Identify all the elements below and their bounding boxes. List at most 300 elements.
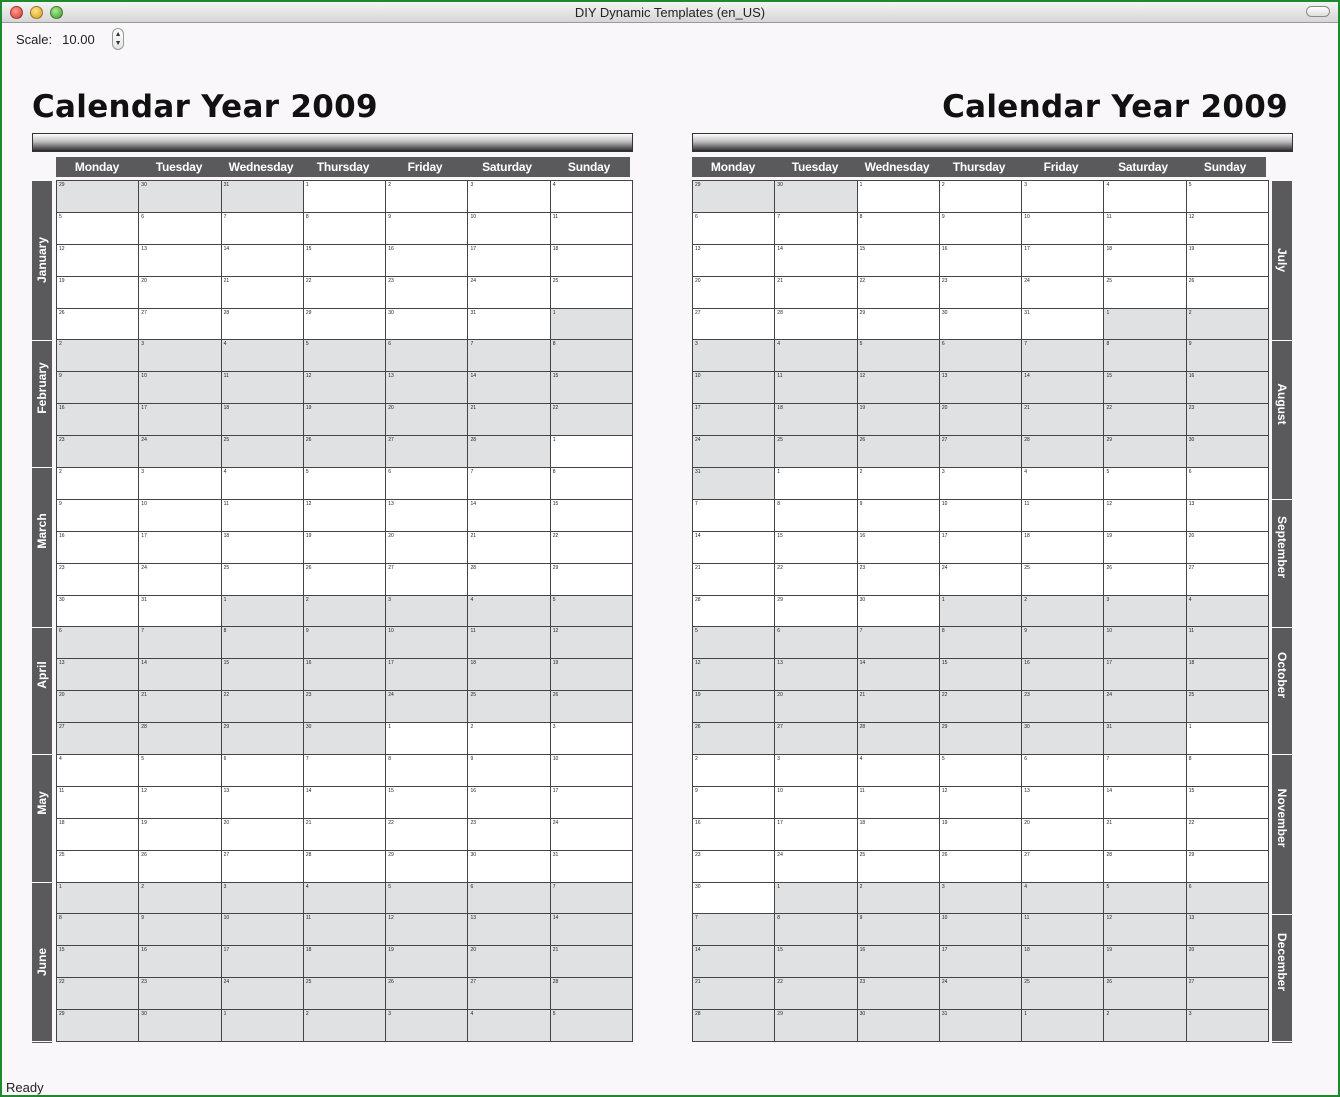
day-cell[interactable]: 4 — [468, 596, 550, 628]
day-cell[interactable]: 28 — [1022, 436, 1104, 468]
day-cell[interactable]: 30 — [1022, 723, 1104, 755]
day-cell[interactable]: 18 — [468, 659, 550, 691]
day-cell[interactable]: 2 — [1104, 1010, 1186, 1042]
day-cell[interactable]: 22 — [775, 564, 857, 596]
day-cell[interactable]: 29 — [775, 596, 857, 628]
day-cell[interactable]: 27 — [1187, 564, 1269, 596]
day-cell[interactable]: 5 — [1104, 468, 1186, 500]
day-cell[interactable]: 8 — [858, 213, 940, 245]
day-cell[interactable]: 11 — [222, 500, 304, 532]
day-cell[interactable]: 28 — [222, 309, 304, 341]
day-cell[interactable]: 1 — [1104, 309, 1186, 341]
day-cell[interactable]: 23 — [1022, 691, 1104, 723]
day-cell[interactable]: 18 — [858, 819, 940, 851]
day-cell[interactable]: 29 — [1104, 436, 1186, 468]
day-cell[interactable]: 3 — [693, 340, 775, 372]
day-cell[interactable]: 24 — [1022, 277, 1104, 309]
day-cell[interactable]: 4 — [222, 340, 304, 372]
day-cell[interactable]: 14 — [468, 372, 550, 404]
day-cell[interactable]: 11 — [1022, 500, 1104, 532]
day-cell[interactable]: 9 — [1022, 627, 1104, 659]
day-cell[interactable]: 23 — [57, 564, 139, 596]
day-cell[interactable]: 3 — [1187, 1010, 1269, 1042]
day-cell[interactable]: 3 — [139, 340, 221, 372]
day-cell[interactable]: 18 — [1022, 946, 1104, 978]
day-cell[interactable]: 16 — [468, 787, 550, 819]
day-cell[interactable]: 8 — [386, 755, 468, 787]
day-cell[interactable]: 9 — [693, 787, 775, 819]
day-cell[interactable]: 20 — [1187, 532, 1269, 564]
day-cell[interactable]: 14 — [775, 245, 857, 277]
day-cell[interactable]: 9 — [858, 500, 940, 532]
day-cell[interactable]: 2 — [304, 1010, 386, 1042]
day-cell[interactable]: 9 — [386, 213, 468, 245]
day-cell[interactable]: 15 — [551, 372, 633, 404]
day-cell[interactable]: 2 — [858, 468, 940, 500]
day-cell[interactable]: 26 — [386, 978, 468, 1010]
day-cell[interactable]: 6 — [940, 340, 1022, 372]
day-cell[interactable]: 2 — [468, 723, 550, 755]
day-cell[interactable]: 28 — [139, 723, 221, 755]
day-cell[interactable]: 16 — [940, 245, 1022, 277]
day-cell[interactable]: 10 — [1022, 213, 1104, 245]
stepper-up-icon[interactable]: ▲ — [114, 31, 122, 38]
day-cell[interactable]: 29 — [551, 564, 633, 596]
day-cell[interactable]: 2 — [693, 755, 775, 787]
day-cell[interactable]: 3 — [940, 883, 1022, 915]
day-cell[interactable]: 23 — [858, 978, 940, 1010]
day-cell[interactable]: 3 — [551, 723, 633, 755]
day-cell[interactable]: 1 — [551, 436, 633, 468]
day-cell[interactable]: 30 — [693, 883, 775, 915]
day-cell[interactable]: 26 — [1104, 978, 1186, 1010]
day-cell[interactable]: 18 — [222, 532, 304, 564]
day-cell[interactable]: 20 — [1187, 946, 1269, 978]
day-cell[interactable]: 9 — [468, 755, 550, 787]
day-cell[interactable]: 4 — [775, 340, 857, 372]
day-cell[interactable]: 14 — [858, 659, 940, 691]
day-cell[interactable]: 3 — [1104, 596, 1186, 628]
scale-input[interactable]: 10.00 — [62, 31, 95, 47]
day-cell[interactable]: 5 — [940, 755, 1022, 787]
day-cell[interactable]: 2 — [858, 883, 940, 915]
day-cell[interactable]: 15 — [940, 659, 1022, 691]
day-cell[interactable]: 20 — [139, 277, 221, 309]
day-cell[interactable]: 11 — [858, 787, 940, 819]
day-cell[interactable]: 10 — [468, 213, 550, 245]
day-cell[interactable]: 6 — [1022, 755, 1104, 787]
day-cell[interactable]: 18 — [551, 245, 633, 277]
day-cell[interactable]: 4 — [551, 181, 633, 213]
day-cell[interactable]: 14 — [468, 500, 550, 532]
day-cell[interactable]: 25 — [775, 436, 857, 468]
day-cell[interactable]: 1 — [304, 181, 386, 213]
day-cell[interactable]: 14 — [139, 659, 221, 691]
day-cell[interactable]: 30 — [858, 1010, 940, 1042]
day-cell[interactable]: 25 — [468, 691, 550, 723]
day-cell[interactable]: 28 — [468, 436, 550, 468]
day-cell[interactable]: 21 — [139, 691, 221, 723]
day-cell[interactable]: 11 — [57, 787, 139, 819]
day-cell[interactable]: 19 — [1104, 532, 1186, 564]
day-cell[interactable]: 17 — [940, 532, 1022, 564]
day-cell[interactable]: 27 — [57, 723, 139, 755]
day-cell[interactable]: 21 — [693, 978, 775, 1010]
day-cell[interactable]: 1 — [57, 883, 139, 915]
day-cell[interactable]: 4 — [222, 468, 304, 500]
day-cell[interactable]: 14 — [1022, 372, 1104, 404]
day-cell[interactable]: 30 — [1187, 436, 1269, 468]
day-cell[interactable]: 22 — [1187, 819, 1269, 851]
day-cell[interactable]: 5 — [304, 340, 386, 372]
day-cell[interactable]: 7 — [693, 914, 775, 946]
day-cell[interactable]: 23 — [57, 436, 139, 468]
day-cell[interactable]: 13 — [1022, 787, 1104, 819]
day-cell[interactable]: 29 — [940, 723, 1022, 755]
day-cell[interactable]: 27 — [139, 309, 221, 341]
day-cell[interactable]: 19 — [1104, 946, 1186, 978]
day-cell[interactable]: 10 — [139, 372, 221, 404]
day-cell[interactable]: 24 — [551, 819, 633, 851]
day-cell[interactable]: 10 — [775, 787, 857, 819]
day-cell[interactable]: 30 — [139, 181, 221, 213]
day-cell[interactable]: 23 — [940, 277, 1022, 309]
day-cell[interactable]: 25 — [222, 564, 304, 596]
day-cell[interactable]: 11 — [468, 627, 550, 659]
day-cell[interactable]: 27 — [775, 723, 857, 755]
day-cell[interactable]: 21 — [693, 564, 775, 596]
day-cell[interactable]: 28 — [1104, 851, 1186, 883]
day-cell[interactable]: 15 — [304, 245, 386, 277]
day-cell[interactable]: 29 — [386, 851, 468, 883]
day-cell[interactable]: 16 — [1187, 372, 1269, 404]
day-cell[interactable]: 10 — [551, 755, 633, 787]
day-cell[interactable]: 20 — [386, 532, 468, 564]
day-cell[interactable]: 24 — [468, 277, 550, 309]
day-cell[interactable]: 3 — [139, 468, 221, 500]
day-cell[interactable]: 11 — [1104, 213, 1186, 245]
day-cell[interactable]: 1 — [775, 468, 857, 500]
day-cell[interactable]: 31 — [468, 309, 550, 341]
day-cell[interactable]: 12 — [940, 787, 1022, 819]
day-cell[interactable]: 1 — [551, 309, 633, 341]
day-cell[interactable]: 29 — [222, 723, 304, 755]
day-cell[interactable]: 13 — [468, 914, 550, 946]
day-cell[interactable]: 17 — [1022, 245, 1104, 277]
day-cell[interactable]: 23 — [468, 819, 550, 851]
day-cell[interactable]: 9 — [139, 914, 221, 946]
day-cell[interactable]: 27 — [693, 309, 775, 341]
day-cell[interactable]: 23 — [304, 691, 386, 723]
day-cell[interactable]: 26 — [858, 436, 940, 468]
day-cell[interactable]: 16 — [858, 946, 940, 978]
day-cell[interactable]: 1 — [222, 1010, 304, 1042]
day-cell[interactable]: 26 — [693, 723, 775, 755]
day-cell[interactable]: 12 — [551, 627, 633, 659]
day-cell[interactable]: 30 — [57, 596, 139, 628]
day-cell[interactable]: 21 — [775, 277, 857, 309]
day-cell[interactable]: 8 — [940, 627, 1022, 659]
day-cell[interactable]: 15 — [222, 659, 304, 691]
day-cell[interactable]: 17 — [775, 819, 857, 851]
day-cell[interactable]: 31 — [222, 181, 304, 213]
day-cell[interactable]: 27 — [468, 978, 550, 1010]
day-cell[interactable]: 27 — [222, 851, 304, 883]
day-cell[interactable]: 22 — [551, 532, 633, 564]
day-cell[interactable]: 30 — [940, 309, 1022, 341]
day-cell[interactable]: 19 — [304, 404, 386, 436]
day-cell[interactable]: 8 — [775, 914, 857, 946]
day-cell[interactable]: 9 — [1187, 340, 1269, 372]
day-cell[interactable]: 29 — [858, 309, 940, 341]
day-cell[interactable]: 3 — [386, 1010, 468, 1042]
day-cell[interactable]: 6 — [1187, 883, 1269, 915]
day-cell[interactable]: 17 — [139, 404, 221, 436]
day-cell[interactable]: 12 — [1104, 500, 1186, 532]
day-cell[interactable]: 5 — [551, 1010, 633, 1042]
day-cell[interactable]: 4 — [57, 755, 139, 787]
day-cell[interactable]: 6 — [57, 627, 139, 659]
day-cell[interactable]: 5 — [1187, 181, 1269, 213]
day-cell[interactable]: 21 — [858, 691, 940, 723]
day-cell[interactable]: 2 — [304, 596, 386, 628]
day-cell[interactable]: 14 — [693, 946, 775, 978]
day-cell[interactable]: 25 — [222, 436, 304, 468]
day-cell[interactable]: 30 — [304, 723, 386, 755]
day-cell[interactable]: 26 — [940, 851, 1022, 883]
day-cell[interactable]: 11 — [304, 914, 386, 946]
day-cell[interactable]: 9 — [940, 213, 1022, 245]
day-cell[interactable]: 22 — [551, 404, 633, 436]
day-cell[interactable]: 18 — [1104, 245, 1186, 277]
day-cell[interactable]: 2 — [1187, 309, 1269, 341]
day-cell[interactable]: 16 — [858, 532, 940, 564]
day-cell[interactable]: 18 — [775, 404, 857, 436]
day-cell[interactable]: 10 — [693, 372, 775, 404]
day-cell[interactable]: 22 — [858, 277, 940, 309]
day-cell[interactable]: 10 — [940, 500, 1022, 532]
day-cell[interactable]: 12 — [139, 787, 221, 819]
day-cell[interactable]: 25 — [1187, 691, 1269, 723]
day-cell[interactable]: 25 — [1104, 277, 1186, 309]
day-cell[interactable]: 15 — [57, 946, 139, 978]
day-cell[interactable]: 20 — [940, 404, 1022, 436]
day-cell[interactable]: 3 — [1022, 181, 1104, 213]
day-cell[interactable]: 15 — [775, 532, 857, 564]
day-cell[interactable]: 16 — [386, 245, 468, 277]
day-cell[interactable]: 4 — [1187, 596, 1269, 628]
day-cell[interactable]: 8 — [775, 500, 857, 532]
day-cell[interactable]: 19 — [139, 819, 221, 851]
day-cell[interactable]: 24 — [139, 564, 221, 596]
day-cell[interactable]: 24 — [139, 436, 221, 468]
day-cell[interactable]: 20 — [1022, 819, 1104, 851]
day-cell[interactable]: 7 — [222, 213, 304, 245]
day-cell[interactable]: 25 — [1022, 564, 1104, 596]
day-cell[interactable]: 13 — [57, 659, 139, 691]
day-cell[interactable]: 6 — [468, 883, 550, 915]
day-cell[interactable]: 26 — [57, 309, 139, 341]
day-cell[interactable]: 5 — [551, 596, 633, 628]
day-cell[interactable]: 29 — [1187, 851, 1269, 883]
day-cell[interactable]: 19 — [551, 659, 633, 691]
day-cell[interactable]: 8 — [57, 914, 139, 946]
day-cell[interactable]: 27 — [1022, 851, 1104, 883]
day-cell[interactable]: 28 — [693, 1010, 775, 1042]
day-cell[interactable]: 8 — [551, 468, 633, 500]
day-cell[interactable]: 19 — [693, 691, 775, 723]
day-cell[interactable]: 3 — [775, 755, 857, 787]
day-cell[interactable]: 24 — [1104, 691, 1186, 723]
day-cell[interactable]: 16 — [57, 404, 139, 436]
day-cell[interactable]: 14 — [551, 914, 633, 946]
day-cell[interactable]: 13 — [386, 500, 468, 532]
day-cell[interactable]: 27 — [386, 564, 468, 596]
day-cell[interactable]: 19 — [57, 277, 139, 309]
day-cell[interactable]: 21 — [1022, 404, 1104, 436]
day-cell[interactable]: 20 — [775, 691, 857, 723]
day-cell[interactable]: 24 — [775, 851, 857, 883]
day-cell[interactable]: 24 — [222, 978, 304, 1010]
toolbar-toggle-button[interactable] — [1306, 6, 1330, 17]
day-cell[interactable]: 22 — [222, 691, 304, 723]
day-cell[interactable]: 12 — [57, 245, 139, 277]
day-cell[interactable]: 3 — [940, 468, 1022, 500]
day-cell[interactable]: 31 — [139, 596, 221, 628]
day-cell[interactable]: 21 — [1104, 819, 1186, 851]
day-cell[interactable]: 5 — [386, 883, 468, 915]
day-cell[interactable]: 29 — [775, 1010, 857, 1042]
day-cell[interactable]: 15 — [858, 245, 940, 277]
day-cell[interactable]: 12 — [1104, 914, 1186, 946]
day-cell[interactable]: 16 — [1022, 659, 1104, 691]
scale-stepper[interactable] — [112, 28, 124, 50]
day-cell[interactable]: 21 — [468, 404, 550, 436]
day-cell[interactable]: 19 — [858, 404, 940, 436]
day-cell[interactable]: 14 — [1104, 787, 1186, 819]
day-cell[interactable]: 15 — [551, 500, 633, 532]
day-cell[interactable]: 3 — [386, 596, 468, 628]
day-cell[interactable]: 23 — [386, 277, 468, 309]
day-cell[interactable]: 24 — [693, 436, 775, 468]
day-cell[interactable]: 4 — [468, 1010, 550, 1042]
day-cell[interactable]: 17 — [551, 787, 633, 819]
day-cell[interactable]: 28 — [468, 564, 550, 596]
day-cell[interactable]: 4 — [1104, 181, 1186, 213]
day-cell[interactable]: 18 — [1022, 532, 1104, 564]
day-cell[interactable]: 31 — [940, 1010, 1022, 1042]
day-cell[interactable]: 2 — [1022, 596, 1104, 628]
day-cell[interactable]: 12 — [858, 372, 940, 404]
day-cell[interactable]: 27 — [940, 436, 1022, 468]
day-cell[interactable]: 26 — [139, 851, 221, 883]
day-cell[interactable]: 21 — [468, 532, 550, 564]
day-cell[interactable]: 13 — [693, 245, 775, 277]
day-cell[interactable]: 11 — [222, 372, 304, 404]
day-cell[interactable]: 9 — [57, 372, 139, 404]
day-cell[interactable]: 13 — [386, 372, 468, 404]
day-cell[interactable]: 20 — [468, 946, 550, 978]
day-cell[interactable]: 12 — [1187, 213, 1269, 245]
day-cell[interactable]: 28 — [551, 978, 633, 1010]
day-cell[interactable]: 20 — [386, 404, 468, 436]
day-cell[interactable]: 30 — [775, 181, 857, 213]
day-cell[interactable]: 24 — [940, 978, 1022, 1010]
day-cell[interactable]: 28 — [858, 723, 940, 755]
day-cell[interactable]: 25 — [1022, 978, 1104, 1010]
day-cell[interactable]: 5 — [858, 340, 940, 372]
day-cell[interactable]: 22 — [775, 978, 857, 1010]
day-cell[interactable]: 8 — [1104, 340, 1186, 372]
day-cell[interactable]: 2 — [386, 181, 468, 213]
day-cell[interactable]: 5 — [57, 213, 139, 245]
day-cell[interactable]: 4 — [304, 883, 386, 915]
day-cell[interactable]: 7 — [693, 500, 775, 532]
day-cell[interactable]: 14 — [304, 787, 386, 819]
day-cell[interactable]: 13 — [940, 372, 1022, 404]
day-cell[interactable]: 6 — [693, 213, 775, 245]
day-cell[interactable]: 19 — [1187, 245, 1269, 277]
day-cell[interactable]: 9 — [858, 914, 940, 946]
day-cell[interactable]: 16 — [57, 532, 139, 564]
day-cell[interactable]: 23 — [693, 851, 775, 883]
day-cell[interactable]: 13 — [222, 787, 304, 819]
day-cell[interactable]: 2 — [57, 340, 139, 372]
day-cell[interactable]: 8 — [1187, 755, 1269, 787]
day-cell[interactable]: 2 — [139, 883, 221, 915]
day-cell[interactable]: 29 — [57, 1010, 139, 1042]
day-cell[interactable]: 5 — [304, 468, 386, 500]
day-cell[interactable]: 6 — [386, 340, 468, 372]
day-cell[interactable]: 16 — [304, 659, 386, 691]
day-cell[interactable]: 24 — [940, 564, 1022, 596]
day-cell[interactable]: 13 — [139, 245, 221, 277]
day-cell[interactable]: 28 — [693, 596, 775, 628]
day-cell[interactable]: 6 — [775, 627, 857, 659]
day-cell[interactable]: 23 — [1187, 404, 1269, 436]
day-cell[interactable]: 17 — [222, 946, 304, 978]
day-cell[interactable]: 4 — [1022, 468, 1104, 500]
day-cell[interactable]: 30 — [139, 1010, 221, 1042]
day-cell[interactable]: 8 — [304, 213, 386, 245]
day-cell[interactable]: 18 — [304, 946, 386, 978]
day-cell[interactable]: 7 — [1104, 755, 1186, 787]
day-cell[interactable]: 7 — [468, 340, 550, 372]
day-cell[interactable]: 6 — [139, 213, 221, 245]
day-cell[interactable]: 11 — [1022, 914, 1104, 946]
day-cell[interactable]: 5 — [1104, 883, 1186, 915]
day-cell[interactable]: 1 — [940, 596, 1022, 628]
day-cell[interactable]: 15 — [1104, 372, 1186, 404]
day-cell[interactable]: 26 — [304, 436, 386, 468]
day-cell[interactable]: 19 — [386, 946, 468, 978]
day-cell[interactable]: 7 — [1022, 340, 1104, 372]
day-cell[interactable]: 7 — [858, 627, 940, 659]
day-cell[interactable]: 29 — [57, 181, 139, 213]
day-cell[interactable]: 19 — [304, 532, 386, 564]
day-cell[interactable]: 15 — [775, 946, 857, 978]
day-cell[interactable]: 31 — [1104, 723, 1186, 755]
day-cell[interactable]: 3 — [468, 181, 550, 213]
day-cell[interactable]: 12 — [304, 500, 386, 532]
day-cell[interactable]: 12 — [693, 659, 775, 691]
day-cell[interactable]: 10 — [940, 914, 1022, 946]
day-cell[interactable]: 27 — [1187, 978, 1269, 1010]
day-cell[interactable]: 26 — [304, 564, 386, 596]
day-cell[interactable]: 25 — [57, 851, 139, 883]
day-cell[interactable]: 10 — [222, 914, 304, 946]
day-cell[interactable]: 9 — [57, 500, 139, 532]
